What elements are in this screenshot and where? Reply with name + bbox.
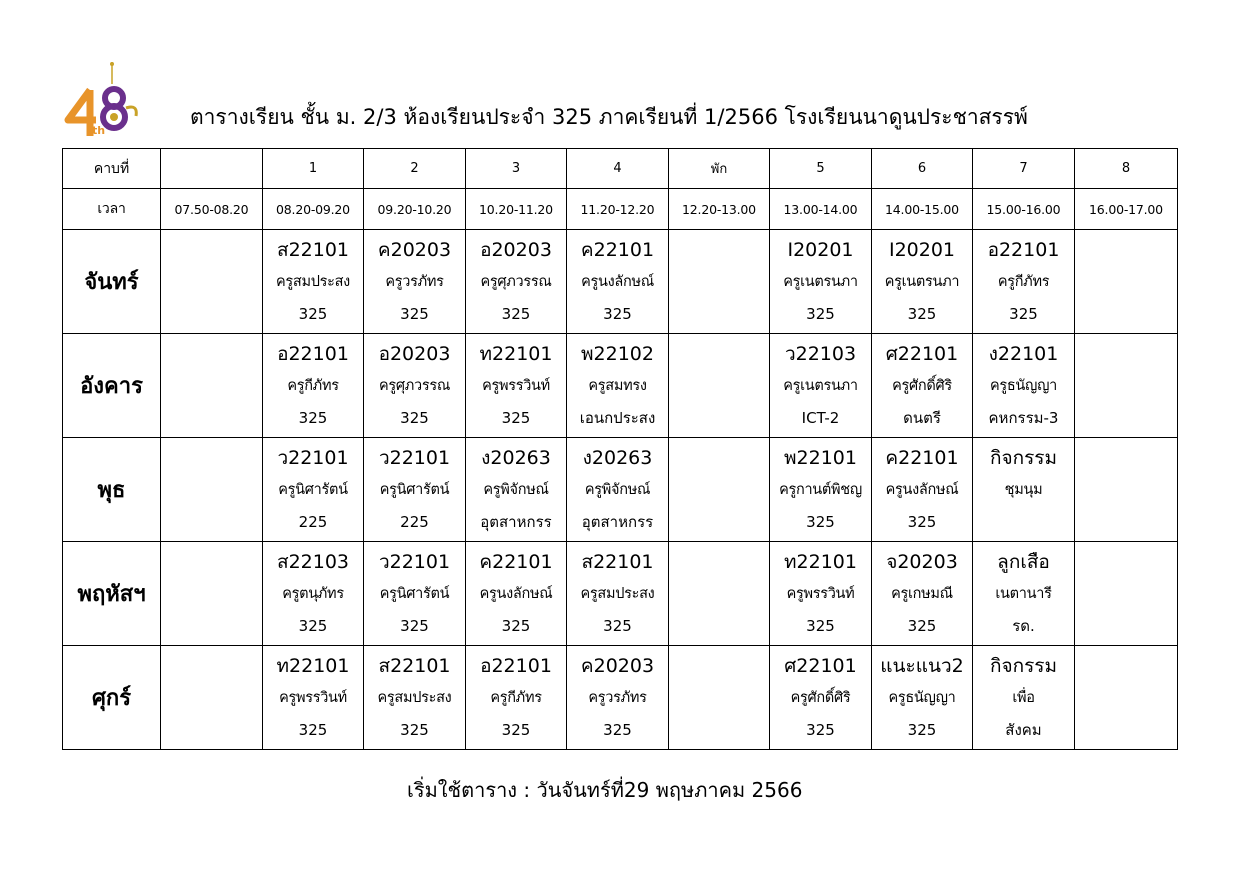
subject-code: อ22101 [987,238,1060,261]
class-cell [263,646,364,750]
room: 325 [907,616,937,635]
class-cell [364,334,466,438]
class-cell [1075,334,1178,438]
time-slot: 10.20-11.20 [466,189,567,230]
class-entry [770,544,871,644]
class-entry [466,440,566,540]
class-cell [161,230,263,334]
class-entry [567,232,668,332]
class-cell [872,334,973,438]
class-cell [1075,646,1178,750]
class-cell [263,334,364,438]
room: 225 [400,512,429,531]
class-cell [770,230,872,334]
room: คหกรรม-3 [988,408,1059,427]
teacher-name: ชุมนุม [1004,481,1043,498]
class-entry [872,440,972,540]
subject-code: พ22101 [784,446,857,469]
room: รด. [1012,616,1035,635]
teacher-name: ครูพิจักษณ์ [584,481,651,498]
subject-code: ส22101 [378,654,451,677]
subject-code: ท22101 [276,654,350,677]
teacher-name: ครูสมประสง [276,273,350,290]
start-date-note: เริ่มใช้ตาราง : วันจันทร์ที่29 พฤษภาคม 2566 [407,778,803,802]
class-cell [1075,230,1178,334]
class-cell [973,334,1075,438]
room: 325 [806,616,835,635]
room: 325 [501,616,531,635]
class-cell [973,646,1075,750]
teacher-name: ครูศุภวรรณ [480,273,552,290]
room: 325 [400,720,429,739]
svg-text:th: th [92,124,106,137]
class-entry [567,648,668,748]
class-entry [973,336,1074,436]
class-cell [161,334,263,438]
class-cell [466,542,567,646]
room: 325 [298,720,328,739]
subject-code: ง20263 [481,446,551,469]
subject-code: จ20203 [886,550,958,573]
period-number: 2 [364,149,466,189]
class-cell [872,542,973,646]
class-entry [364,440,465,540]
room: 325 [907,512,937,531]
subject-code: ส22101 [581,550,654,573]
class-cell [567,646,669,750]
class-cell [669,334,770,438]
class-entry [872,544,972,644]
teacher-name: ครูเกษมณี [891,585,953,602]
subject-code: ง22101 [988,342,1059,365]
teacher-name: ครูกีภัทร [287,377,339,394]
subject-code: ศ22101 [885,342,959,365]
day-name: ศุกร์ [63,646,161,750]
subject-code: กิจกรรม [989,446,1058,469]
class-cell [770,542,872,646]
teacher-name: ครูสมประสง [580,585,655,602]
subject-code: ศ22101 [784,654,857,677]
teacher-name: ครูพรรวินท์ [279,689,347,706]
class-cell [669,438,770,542]
class-cell [567,334,669,438]
subject-code: ว22101 [277,446,349,469]
room: สังคม [1005,720,1042,739]
teacher-name: ครูพรรวินท์ [482,377,550,394]
class-cell [973,438,1075,542]
class-entry [973,440,1074,540]
subject-code: ค20203 [580,654,655,677]
class-cell [364,646,466,750]
subject-code: ค22101 [479,550,553,573]
class-entry [466,648,566,748]
teacher-name: ครูกานต์พิชญ [779,481,862,498]
subject-code: ส22103 [276,550,350,573]
teacher-name: ครูศักดิ์ศิริ [892,377,952,394]
teacher-name: ครูนงลักษณ์ [479,585,553,602]
teacher-name: เนตานารี [995,585,1052,602]
room: 325 [400,408,429,427]
class-entry [466,544,566,644]
class-entry [263,544,363,644]
class-entry [770,232,871,332]
room [973,509,1074,535]
class-entry [466,232,566,332]
period-header-row [63,149,1178,189]
teacher-name: ครูนิศารัตน์ [379,585,450,602]
class-cell [161,646,263,750]
room: ICT-2 [801,408,840,427]
time-label: เวลา [63,189,161,230]
class-cell [1075,542,1178,646]
teacher-name: ครูพรรวินท์ [786,585,855,602]
class-entry [364,544,465,644]
room: 325 [298,408,328,427]
period-number: 7 [973,149,1075,189]
period-number: 8 [1075,149,1178,189]
class-cell [770,334,872,438]
room: ดนตรี [903,408,941,427]
subject-code: ค20203 [377,238,452,261]
room: 325 [603,720,632,739]
subject-code: ค22101 [885,446,959,469]
room: 325 [501,408,531,427]
class-cell [364,438,466,542]
teacher-name: ครูกีภัทร [997,273,1050,290]
period-number: พัก [669,149,770,189]
room: 325 [907,304,937,323]
class-entry [770,648,871,748]
class-cell [872,230,973,334]
room: 325 [806,512,835,531]
timetable [62,148,1178,750]
teacher-name: ครูวรภัทร [588,689,647,706]
teacher-name: ครูวรภัทร [385,273,444,290]
room: 325 [806,304,835,323]
class-cell [770,438,872,542]
teacher-name: ครูนิศารัตน์ [278,481,348,498]
class-cell [973,542,1075,646]
class-cell [973,230,1075,334]
class-entry [973,544,1074,644]
school-logo [62,60,142,138]
room: อุตสาหกรร [581,512,654,531]
class-cell [364,230,466,334]
time-slot: 09.20-10.20 [364,189,466,230]
period-number [161,149,263,189]
class-entry [770,440,871,540]
teacher-name: ครูธนัญญา [888,689,956,706]
subject-code: กิจกรรม [989,654,1058,677]
teacher-name: ครูเนตรนภา [884,273,960,290]
teacher-name: ครูนงลักษณ์ [885,481,959,498]
time-slot: 15.00-16.00 [973,189,1075,230]
day-name: พฤหัสฯ [63,542,161,646]
day-name: จันทร์ [63,230,161,334]
class-entry [567,336,668,436]
subject-code: อ22101 [277,342,349,365]
page-title: ตารางเรียน ชั้น ม. 2/3 ห้องเรียนประจำ 325 ภาคเรียนที่ 1/2566 โรงเรียนนาดูนประชาสรรพ์ [190,105,1028,129]
class-entry [364,232,465,332]
class-cell [161,542,263,646]
period-number: 3 [466,149,567,189]
room: 325 [1009,304,1038,323]
class-cell [466,438,567,542]
subject-code: แนะแนว2 [880,654,964,677]
class-cell [1075,438,1178,542]
room: 325 [400,304,429,323]
teacher-name: เพื่อ [1012,689,1035,706]
time-slot: 12.20-13.00 [669,189,770,230]
subject-code: อ22101 [480,654,552,677]
subject-code: ท22101 [784,550,857,573]
class-entry [973,648,1074,748]
day-row [63,542,1178,646]
room: 325 [400,616,429,635]
room: 225 [298,512,328,531]
class-entry [466,336,566,436]
class-entry [872,232,972,332]
time-slot: 16.00-17.00 [1075,189,1178,230]
class-cell [567,438,669,542]
room: 325 [501,304,531,323]
subject-code: ง20263 [582,446,653,469]
class-entry [770,336,871,436]
teacher-name: ครูศุภวรรณ [378,377,451,394]
class-entry [263,336,363,436]
room: 325 [298,304,328,323]
room: อุตสาหกรร [480,512,552,531]
class-cell [263,230,364,334]
day-row [63,230,1178,334]
period-number: 1 [263,149,364,189]
subject-code: ท22101 [479,342,553,365]
time-row [63,189,1178,230]
class-cell [466,230,567,334]
subject-code: ว22103 [784,342,857,365]
day-row [63,438,1178,542]
period-label: คาบที่ [63,149,161,189]
time-slot: 11.20-12.20 [567,189,669,230]
room: 325 [298,616,328,635]
class-cell [669,542,770,646]
teacher-name: ครูตนุภัทร [282,585,344,602]
class-cell [364,542,466,646]
teacher-name: ครูธนัญญา [989,377,1057,394]
day-row [63,646,1178,750]
class-cell [161,438,263,542]
class-cell [567,542,669,646]
class-entry [872,648,972,748]
time-slot: 13.00-14.00 [770,189,872,230]
class-entry [567,544,668,644]
class-cell [669,230,770,334]
teacher-name: ครูเนตรนภา [783,273,858,290]
class-entry [872,336,972,436]
class-entry [364,336,465,436]
subject-code: ค22101 [580,238,655,261]
teacher-name: ครูศักดิ์ศิริ [790,689,851,706]
period-number: 5 [770,149,872,189]
time-slot: 14.00-15.00 [872,189,973,230]
subject-code: I20201 [888,238,956,261]
room: 325 [603,304,632,323]
class-cell [669,646,770,750]
teacher-name: ครูนงลักษณ์ [581,273,654,290]
class-entry [263,440,363,540]
period-number: 6 [872,149,973,189]
subject-code: I20201 [787,238,854,261]
room: 325 [907,720,937,739]
class-cell [466,646,567,750]
subject-code: ส22101 [276,238,350,261]
day-name: พุธ [63,438,161,542]
subject-code: ว22101 [378,446,451,469]
class-entry [263,232,363,332]
class-entry [567,440,668,540]
teacher-name: ครูสมทรง [588,377,647,394]
teacher-name: ครูเนตรนภา [783,377,858,394]
class-cell [567,230,669,334]
subject-code: ลูกเสือ [997,550,1050,573]
class-cell [263,438,364,542]
time-slot: 07.50-08.20 [161,189,263,230]
class-entry [364,648,465,748]
teacher-name: ครูพิจักษณ์ [483,481,549,498]
class-entry [263,648,363,748]
teacher-name: ครูกีภัทร [490,689,542,706]
room: 325 [806,720,835,739]
class-cell [872,646,973,750]
subject-code: อ20203 [378,342,451,365]
day-row [63,334,1178,438]
period-number: 4 [567,149,669,189]
class-entry [973,232,1074,332]
day-name: อังคาร [63,334,161,438]
class-cell [872,438,973,542]
room: เอนกประสง [579,408,656,427]
teacher-name: ครูสมประสง [377,689,452,706]
teacher-name: ครูนิศารัตน์ [379,481,450,498]
subject-code: พ22102 [581,342,654,365]
class-cell [466,334,567,438]
subject-code: ว22101 [378,550,451,573]
class-cell [770,646,872,750]
room: 325 [603,616,632,635]
class-cell [263,542,364,646]
time-slot: 08.20-09.20 [263,189,364,230]
room: 325 [501,720,531,739]
subject-code: อ20203 [480,238,552,261]
